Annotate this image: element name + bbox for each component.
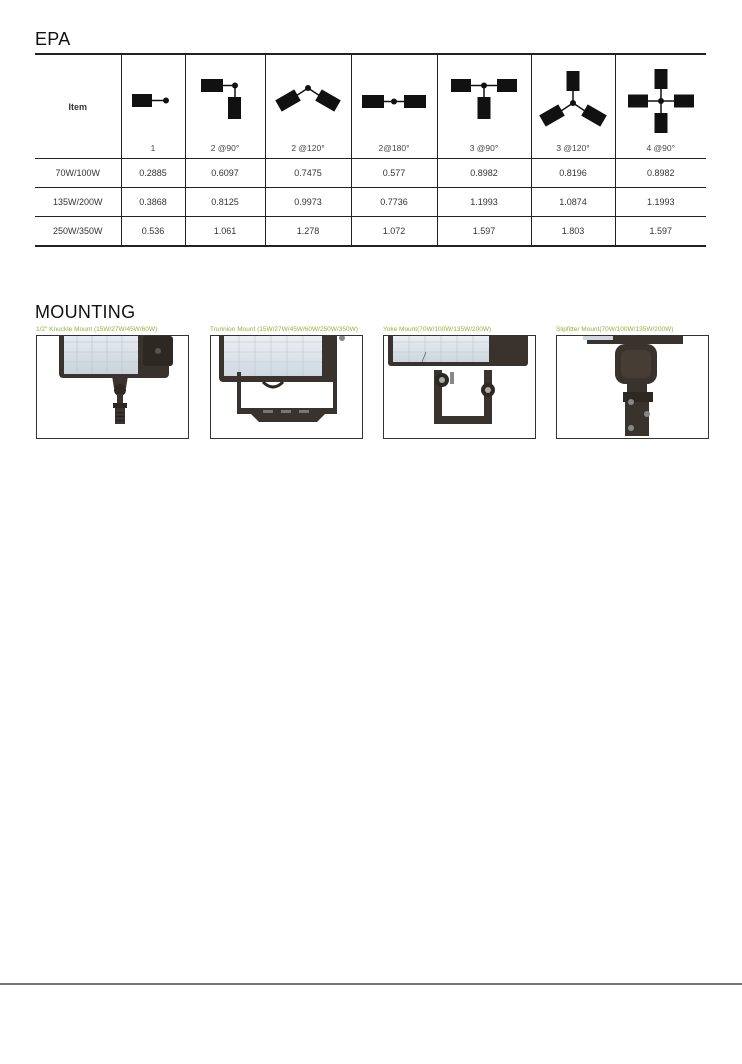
row-label: 70W/100W: [35, 159, 121, 188]
table-cell: 0.577: [351, 159, 437, 188]
table-cell: 0.2885: [121, 159, 185, 188]
mount-caption: 1/2" Knuckle Mount (15W/27W/45W/60W): [36, 326, 158, 333]
mount-caption: Slipfitter Mount(70W/100W/135W/200W): [556, 326, 674, 333]
mount-option-yoke: [383, 324, 536, 439]
mount-option-knuckle: [36, 324, 189, 439]
mount-photo-frame: [556, 335, 709, 439]
three-fixture-90-icon: [446, 71, 522, 131]
table-cell: 0.8982: [615, 159, 706, 188]
table-cell: 1.803: [531, 217, 615, 247]
mount-option-slipfitter: [556, 324, 709, 439]
table-cell: 1.1993: [437, 188, 531, 217]
table-cell: 1.278: [265, 217, 351, 247]
row-label: 250W/350W: [35, 217, 121, 247]
mount-caption: Yoke Mount(70W/100W/135W/200W): [383, 326, 492, 333]
trunnion-mount-photo: [211, 336, 362, 438]
table-cell: 0.8196: [531, 159, 615, 188]
table-cell: 1.597: [437, 217, 531, 247]
epa-title: EPA: [35, 29, 71, 49]
config-label: 4 @90°: [646, 143, 676, 153]
config-header-7: [615, 54, 706, 159]
item-header: [35, 54, 121, 159]
table-cell: 0.8125: [185, 188, 265, 217]
mount-photo-frame: [36, 335, 189, 439]
config-header-1: [121, 54, 185, 159]
two-fixture-120-icon: [272, 76, 344, 126]
table-row: [35, 159, 706, 188]
table-cell: 0.7475: [265, 159, 351, 188]
config-header-4: [351, 54, 437, 159]
epa-table: [35, 53, 706, 247]
four-fixture-90-icon: [625, 67, 697, 135]
table-cell: 0.536: [121, 217, 185, 247]
two-fixture-90-icon: [195, 71, 255, 131]
config-label: 1: [150, 143, 156, 153]
table-cell: 1.597: [615, 217, 706, 247]
item-label: Item: [68, 101, 87, 112]
yoke-mount-photo: [384, 336, 535, 438]
table-cell: 0.3868: [121, 188, 185, 217]
two-fixture-180-icon: [358, 86, 430, 116]
single-fixture-icon: [128, 86, 178, 116]
config-label: 3 @90°: [469, 143, 499, 153]
table-cell: 0.8982: [437, 159, 531, 188]
table-cell: 1.0874: [531, 188, 615, 217]
table-cell: 0.7736: [351, 188, 437, 217]
slipfitter-mount-photo: [557, 336, 708, 438]
table-cell: 1.061: [185, 217, 265, 247]
footer-divider: [0, 983, 742, 985]
config-header-6: [531, 54, 615, 159]
mount-photo-frame: [210, 335, 363, 439]
mount-option-trunnion: [210, 324, 363, 439]
knuckle-mount-photo: [37, 336, 188, 438]
config-label: 2 @90°: [210, 143, 240, 153]
config-label: 2 @120°: [291, 143, 325, 153]
config-header-2: [185, 54, 265, 159]
table-cell: 1.1993: [615, 188, 706, 217]
mount-caption: Trunnion Mount (15W/27W/45W/60W/250W/350W): [210, 326, 358, 333]
config-header-3: [265, 54, 351, 159]
table-cell: 0.6097: [185, 159, 265, 188]
config-label: 2@180°: [378, 143, 410, 153]
three-fixture-120-icon: [535, 69, 611, 133]
table-cell: 1.072: [351, 217, 437, 247]
mounting-title: MOUNTING: [35, 302, 136, 322]
table-row: [35, 188, 706, 217]
config-label: 3 @120°: [556, 143, 590, 153]
config-header-5: [437, 54, 531, 159]
mount-photo-frame: [383, 335, 536, 439]
table-row: [35, 217, 706, 247]
table-cell: 0.9973: [265, 188, 351, 217]
table-header-row: [35, 54, 706, 159]
row-label: 135W/200W: [35, 188, 121, 217]
